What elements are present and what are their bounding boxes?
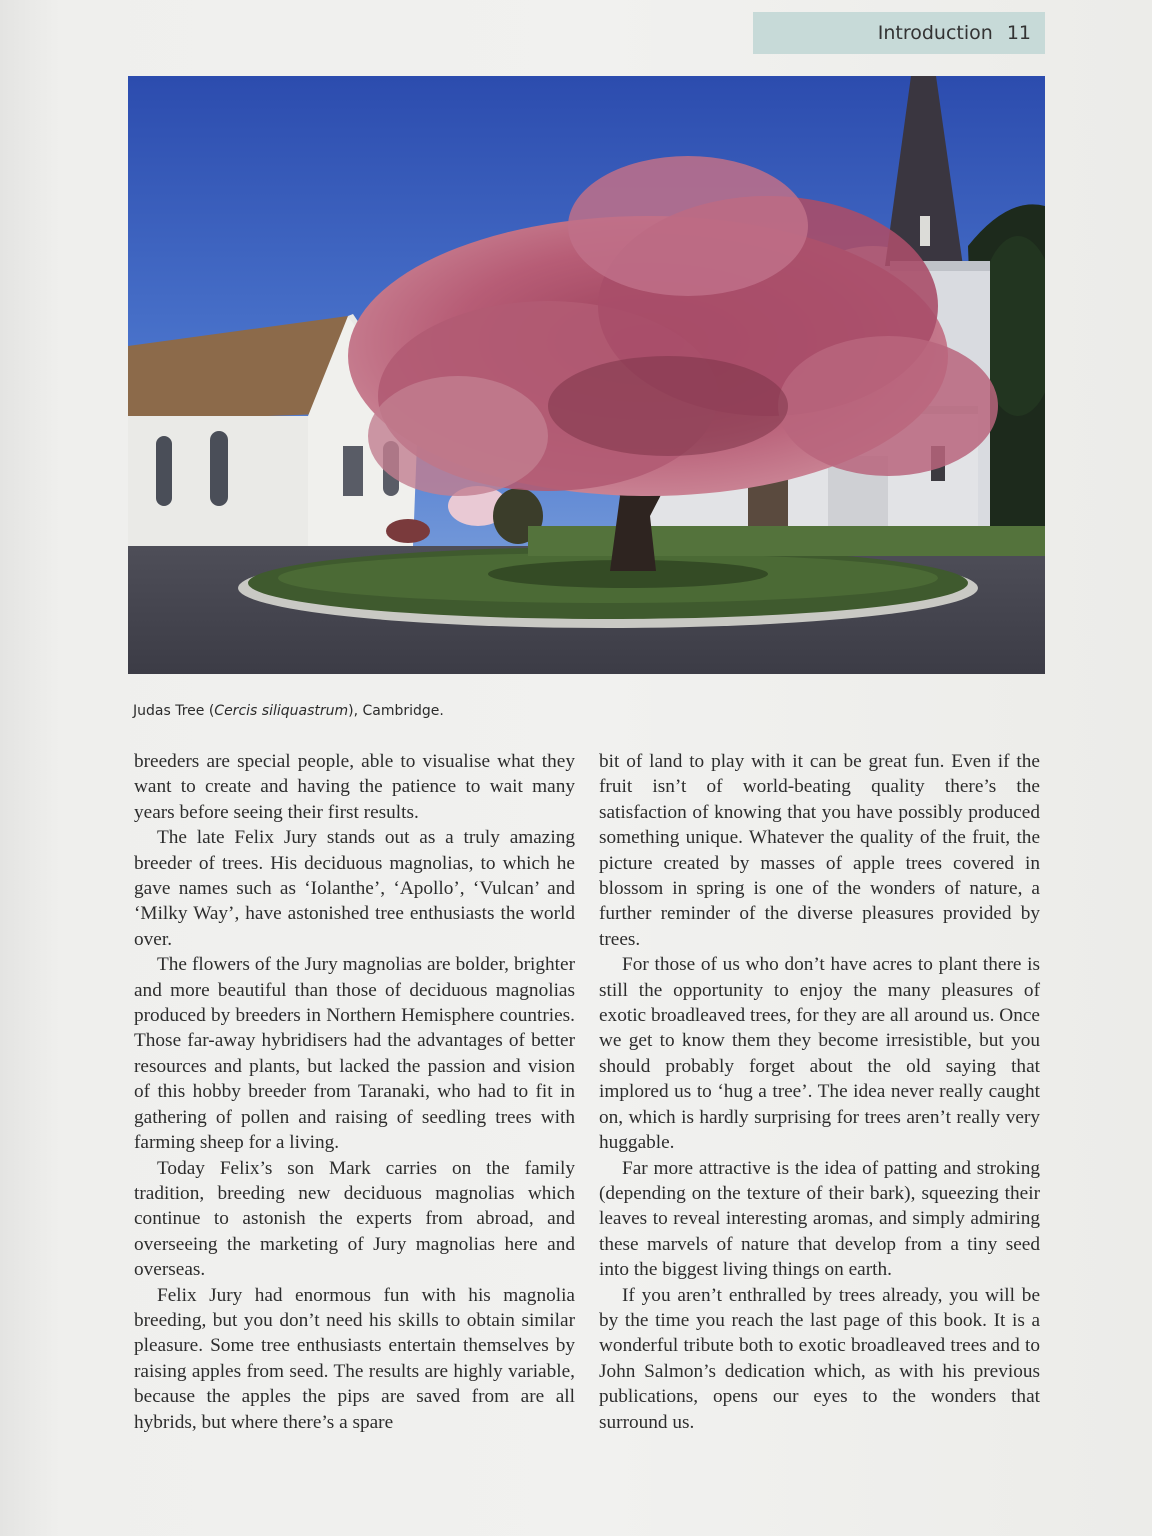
paragraph: Today Felix’s son Mark carries on the family tradition, breeding new deciduous magnolias which continue to astonish the experts from abroad, and overseeing the marketing of Jury magnolias here and overseas. (134, 1157, 575, 1281)
paragraph: For those of us who don’t have acres to plant there is still the opportunity to enjoy the many pleasures of exotic broadleaved trees, for they are all around us. Once we get to know them they become irresistible, but you should probably forget about the old saying that implored us to ‘hug a tree’. The idea never really caught on, which is hardly surprising for trees aren’t really very huggable. (599, 954, 1040, 1154)
page-number: 11 (1006, 22, 1031, 44)
paragraph: If you aren’t enthralled by trees already, you will be by the time you reach the last page of this book. It is a wonderful tribute both to exotic broadleaved trees and to John Salmon’s dedication which, as with his previous publications, opens our eyes to the wonders that surround us. (599, 1284, 1040, 1433)
paragraph: breeders are special people, able to visualise what they want to create and having the patience to wait many years before seeing their first results. (134, 751, 575, 823)
left-column (134, 749, 575, 1435)
paragraph: The late Felix Jury stands out as a truly amazing breeder of trees. His deciduous magnolias, to which he gave names such as ‘Iolanthe’, ‘Apollo’, ‘Vulcan’ and ‘Milky Way’, have astonished tree enthusiasts the world over. (134, 827, 575, 950)
running-head (753, 12, 1045, 54)
caption-suffix: ), Cambridge. (348, 703, 444, 719)
judas-tree-photo (128, 76, 1045, 674)
caption-species: Cercis siliquastrum (214, 703, 349, 719)
paragraph: Far more attractive is the idea of patting and stroking (depending on the texture of their bark), squeezing their leaves to reveal interesting aromas, and simply admiring these marvels of nature that develop from a tiny seed into the biggest living things on earth. (599, 1157, 1040, 1281)
photo-caption (133, 703, 733, 719)
right-column (599, 749, 1040, 1435)
paragraph: bit of land to play with it can be great fun. Even if the fruit isn’t of world-beating quality there’s the satisfaction of knowing that you have possibly produced something unique. Whatever the quality of the fruit, the picture created by masses of apple trees covered in blossom in spring is one of the wonders of nature, a further reminder of the diverse pleasures provided by trees. (599, 751, 1040, 950)
paragraph: The flowers of the Jury magnolias are bolder, brighter and more beautiful than those of deciduous magnolias produced by breeders in Northern Hemisphere countries. Those far-away hybridisers had the advantages of better resources and plants, but lacked the passion and vision of this hobby breeder from Taranaki, who had to fit in gathering of pollen and raising of seedling trees with farming sheep for a living. (134, 954, 575, 1154)
caption-prefix: Judas Tree ( (133, 703, 215, 719)
paragraph: Felix Jury had enormous fun with his magnolia breeding, but you don’t need his skills to obtain similar pleasure. Some tree enthusiasts entertain themselves by raising apples from seed. The results are highly variable, because the apples the pips are saved from are all hybrids, but where there’s a spare (134, 1284, 575, 1433)
section-title: Introduction (877, 22, 993, 44)
